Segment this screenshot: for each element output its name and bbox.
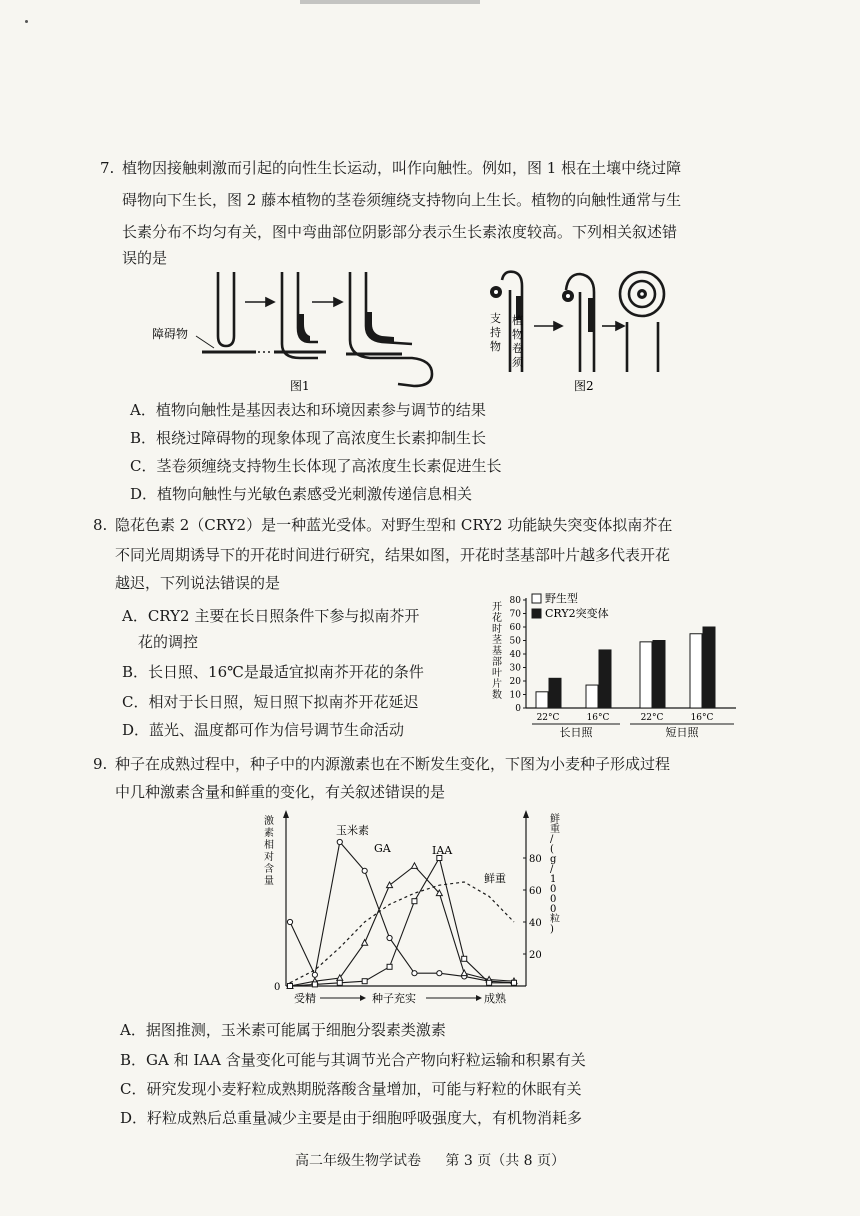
x-tick-label: 22°C [536, 713, 560, 723]
marker-square [362, 979, 367, 984]
y-tick-label: 80 [509, 596, 521, 606]
marker-square [487, 980, 492, 985]
x-tick-label: 16°C [586, 713, 610, 723]
q9-number: 9. [93, 755, 108, 773]
q8-option-a: A．CRY2 主要在长日照条件下参与拟南芥开 [122, 607, 420, 625]
y-tick-label: 70 [509, 609, 521, 620]
bar-cry2-mutant [549, 678, 561, 708]
marker-circle [362, 868, 367, 873]
footer-title: 高二年级生物学试卷 [294, 1153, 421, 1169]
right-y-axis-label: 鲜重/ ( g / 1 0 0 0 粒) [550, 814, 560, 935]
marker-circle [337, 839, 342, 844]
bar-wild-type [640, 642, 652, 708]
series-label: 鲜重 [484, 872, 506, 885]
bar-cry2-mutant [653, 641, 665, 709]
y-tick-label: 20 [509, 677, 521, 687]
marker-circle [312, 972, 317, 977]
q9-option-d: D．籽粒成熟后总重量减少主要是由于细胞呼吸强度大，有机物消耗多 [120, 1109, 583, 1127]
q7-option-a: A．植物向触性是基因表达和环境因素参与调节的结果 [130, 401, 486, 419]
series-label: 玉米素 [336, 824, 369, 837]
scan-artifact [300, 0, 480, 4]
x-stage-label: 成熟 [484, 992, 506, 1005]
obstacle-label: 障碍物 [152, 327, 189, 341]
bar-wild-type [586, 685, 598, 708]
y-tick-label: 40 [509, 650, 521, 660]
marker-circle [412, 971, 417, 976]
q7-option-b: B．根绕过障碍物的现象体现了高浓度生长素抑制生长 [130, 429, 487, 447]
q8-option-d: D．蓝光、温度都可作为信号调节生命活动 [122, 721, 405, 739]
q7-text-line: 长素分布不均匀有关，图中弯曲部位阴影部分表示生长素浓度较高。下列相关叙述错 [122, 223, 678, 241]
scan-dot [25, 20, 28, 23]
stage-arrow-head [360, 995, 366, 1001]
marker-square [462, 956, 467, 961]
y-tick-label: 10 [509, 690, 521, 701]
y-tick-label: 50 [509, 636, 521, 647]
support-label: 支持物 [490, 312, 501, 353]
y-tick-label: 30 [509, 663, 521, 674]
series-line-circle [290, 842, 514, 983]
q8-text-line: 隐花色素 2（CRY2）是一种蓝光受体。对野生型和 CRY2 功能缺失突变体拟南芥在 [115, 516, 673, 534]
marker-triangle [461, 970, 467, 976]
marker-square [512, 980, 517, 985]
marker-circle [287, 919, 292, 924]
q8-text-line: 越迟，下列说法错误的是 [115, 574, 281, 592]
q9-text-line: 种子在成熟过程中，种子中的内源激素也在不断发生变化，下图为小麦种子形成过程 [115, 755, 671, 773]
series-label: GA [374, 842, 391, 855]
right-y-arrow [523, 810, 529, 818]
q9-option-c: C．研究发现小麦籽粒成熟期脱落酸含量增加，可能与籽粒的休眠有关 [120, 1080, 582, 1098]
q9-option-a: A．据图推测，玉米素可能属于细胞分裂素类激素 [120, 1021, 446, 1039]
figure-1-root-diagram [150, 262, 470, 402]
marker-circle [387, 935, 392, 940]
legend-label: 野生型 [545, 592, 578, 605]
q7-option-c: C．茎卷须缠绕支持物生长体现了高浓度生长素促进生长 [130, 457, 502, 475]
figure-1-caption: 图1 [290, 379, 310, 393]
x-stage-label: 受精 [294, 992, 316, 1005]
y-tick-label: 0 [515, 704, 521, 714]
q7-text-line: 植物因接触刺激而引起的向性生长运动，叫作向触性。例如，图 1 根在土壤中绕过障 [122, 159, 682, 177]
marker-square [312, 982, 317, 987]
q7-number: 7. [100, 159, 115, 177]
figure-2-tendril-diagram [482, 262, 672, 402]
left-y-axis-label: 激素相对含量 [264, 816, 274, 887]
q8-text-line: 不同光周期诱导下的开花时间进行研究，结果如图，开花时茎基部叶片越多代表开花 [115, 546, 671, 564]
q9-option-b: B．GA 和 IAA 含量变化可能与其调节光合产物向籽粒运输和积累有关 [120, 1051, 586, 1069]
footer-page-number: 第 3 页（共 8 页） [445, 1153, 566, 1169]
hormone-line-chart [262, 808, 562, 1018]
group-label: 短日照 [665, 726, 699, 738]
right-y-tick-label: 40 [529, 918, 542, 929]
marker-triangle [411, 863, 417, 869]
bar-cry2-mutant [703, 627, 715, 708]
bar-cry2-mutant [599, 650, 611, 708]
right-y-tick-label: 20 [529, 950, 542, 961]
stage-arrow-head [476, 995, 482, 1001]
group-label: 长日照 [559, 726, 593, 738]
marker-circle [437, 971, 442, 976]
tendril-label: 植物卷须 [512, 314, 523, 369]
q9-text-line: 中几种激素含量和鲜重的变化，有关叙述错误的是 [115, 783, 446, 801]
left-y-arrow [283, 810, 289, 818]
q7-text-line: 误的是 [122, 249, 168, 267]
legend-label: CRY2突变体 [545, 607, 609, 620]
q7-option-d: D．植物向触性与光敏色素感受光刺激传递信息相关 [130, 485, 473, 503]
legend-swatch [532, 594, 541, 603]
q8-option-c: C．相对于长日照，短日照下拟南芥开花延迟 [122, 693, 419, 711]
marker-square [412, 899, 417, 904]
figure-2-caption: 图2 [574, 379, 594, 393]
x-tick-label: 22°C [640, 713, 664, 723]
fresh-weight-line [290, 882, 514, 983]
right-y-tick-label: 60 [529, 886, 542, 897]
marker-square [288, 984, 293, 989]
cry2-bar-chart [486, 586, 750, 738]
q8-number: 8. [93, 516, 108, 534]
bar-wild-type [536, 692, 548, 708]
legend-swatch [532, 609, 541, 618]
x-stage-label: 种子充实 [372, 992, 416, 1005]
series-label: IAA [432, 844, 453, 857]
y-tick-label: 60 [509, 623, 521, 633]
y-axis-label: 开花时茎基部叶片数 [492, 602, 502, 701]
marker-triangle [387, 882, 393, 888]
q7-text-line: 碍物向下生长，图 2 藤本植物的茎卷须缠绕支持物向上生长。植物的向触性通常与生 [122, 191, 682, 209]
marker-square [337, 980, 342, 985]
q8-option-a-cont: 花的调控 [138, 633, 199, 651]
right-y-tick-label: 80 [529, 854, 542, 865]
bar-wild-type [690, 634, 702, 708]
series-line-square [290, 858, 514, 986]
marker-triangle [362, 940, 368, 946]
left-y-tick-label: 0 [274, 982, 281, 993]
page-footer [0, 1150, 860, 1172]
x-tick-label: 16°C [690, 713, 714, 723]
q8-option-b: B．长日照、16℃是最适宜拟南芥开花的条件 [122, 663, 424, 681]
marker-square [387, 964, 392, 969]
